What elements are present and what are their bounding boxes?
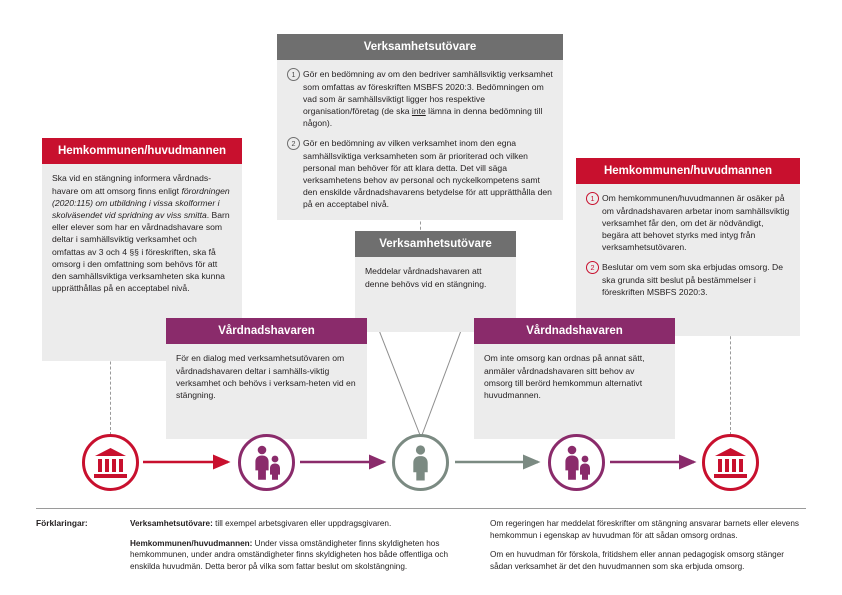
card-header-hemkommunen-left: Hemkommunen/huvudmannen (42, 138, 242, 164)
footer-definition: Under vissa omständigheter finns skyldigheten hos hemkommunen, under andra omständigheter finns skyldigheten hos både offentliga och enskilda huvudmän. Detta beror på vilka som fattar beslut om skolstängning. (130, 538, 449, 571)
card-header-verksamhetsutovare-top: Verksamhetsutövare (277, 34, 563, 60)
footer-divider (36, 508, 806, 509)
list-item (287, 68, 553, 129)
footer-paragraph (130, 538, 460, 573)
card-body-verksamhetsutovare-top (277, 60, 563, 219)
list-number-badge: 2 (287, 137, 300, 150)
node-vardnadshavare-right[interactable] (548, 434, 605, 491)
card-hemkommunen-right (576, 158, 800, 336)
node-hemkommun-right[interactable] (702, 434, 759, 491)
node-hemkommun-left[interactable] (82, 434, 139, 491)
list-item (586, 261, 790, 298)
list-item-text: Om hemkommunen/huvudmannen är osäker på om vårdnadshavaren arbetar inom samhällsviktig verksamhet får den, om det är nödvändigt, begära att behovet styrks med intyg från verksamhetsutövaren. (602, 193, 790, 253)
card-body-hemkommunen-right (576, 184, 800, 336)
card-verksamhetsutovare-top (277, 34, 563, 220)
list-item-text: Beslutar om vem som ska erbjudas omsorg. De ska grunda sitt beslut på bestämmelser i föreskriften MSBFS 2020:3. (602, 262, 784, 297)
footer-label: Förklaringar: (36, 518, 88, 528)
card-vardnadshavaren-left (166, 318, 367, 439)
footer-definition: till exempel arbetsgivaren eller uppdragsgivaren. (212, 519, 392, 528)
parent-and-child-icon (551, 437, 602, 488)
list-item (287, 137, 553, 210)
card-text: För en dialog med verksamhetsutövaren om vårdnadshavaren deltar i samhälls-viktig verksamhet och behövs i verksam-heten vid en stängning. (176, 353, 356, 400)
footer-column-2 (490, 518, 806, 573)
list-item (586, 192, 790, 253)
node-vardnadshavare-left[interactable] (238, 434, 295, 491)
node-verksamhetsutovare-center[interactable] (392, 434, 449, 491)
card-header-hemkommunen-right: Hemkommunen/huvudmannen (576, 158, 800, 184)
list-item-text: Gör en bedömning av vilken verksamhet inom den egna samhällsviktiga verksamheten som är prioriterad och vilken personal man behöver för att klara detta. Det vill säga verksamhetens behov av personal och nyckelkompetens samt den enskilde vårdnadshavarens betydelse för att upprätthålla den på en acceptabel nivå. (303, 138, 552, 210)
list-number-badge: 2 (586, 261, 599, 274)
card-header-vardnadshavaren-left: Vårdnadshavaren (166, 318, 367, 344)
list-number-badge: 1 (287, 68, 300, 81)
footer-term: Verksamhetsutövare: (130, 519, 213, 528)
footer-paragraph: Om en huvudman för förskola, fritidshem eller annan pedagogisk omsorg stänger sådan verksamhet är det den huvudmannen som ska erbjuda omsorg. (490, 550, 784, 571)
card-vardnadshavaren-right (474, 318, 675, 439)
card-body-vardnadshavaren-left (166, 344, 367, 439)
footer-column-1 (130, 518, 460, 573)
card-body-vardnadshavaren-right (474, 344, 675, 439)
card-text: Meddelar vårdnadshavaren att denne behövs vid en stängning. (365, 266, 487, 289)
footer-paragraph (130, 518, 460, 530)
card-header-vardnadshavaren-right: Vårdnadshavaren (474, 318, 675, 344)
bank-building-icon (705, 437, 756, 488)
numbered-list (586, 192, 790, 298)
card-header-verksamhetsutovare-mid: Verksamhetsutövare (355, 231, 516, 257)
card-text: Ska vid en stängning informera vårdnads-havare om att omsorg finns enligt förordningen (2020:115) om utbildning i vissa skolformer i skolväsendet vid spridning av viss smitta. Barn eller elever som har en vårdnadshavare som deltar i samhällsviktig verksamhet och omfattas av 3 och 4 §§ i föreskriften, ska få omsorg i den omfattning som behövs för att den samhällsviktiga verksamheten ska kunna upprätthållas på en acceptabel nivå. (52, 173, 230, 294)
list-item-text: Gör en bedömning av om den bedriver samhällsviktig verksamhet som omfattas av föreskriften MSBFS 2020:3. Bedömningen om vad som är samhällsviktigt ligger hos respektive organisation/företag (de ska inte lämna in denna bedömning till någon). (303, 69, 553, 129)
list-number-badge: 1 (586, 192, 599, 205)
bank-building-icon (85, 437, 136, 488)
parent-and-child-icon (241, 437, 292, 488)
card-text: Om inte omsorg kan ordnas på annat sätt, anmäler vårdnadshavaren sitt behov av omsorg till berörd hemkommun alternativt huvudmannen. (484, 353, 645, 400)
footer-paragraph: Om regeringen har meddelat föreskrifter om stängning ansvarar barnets eller elevens hemkommun i egenskap av huvudman för att sådan omsorg ordnas. (490, 519, 800, 540)
numbered-list (287, 68, 553, 210)
person-icon (395, 437, 446, 488)
footer-term: Hemkommunen/huvudmannen: (130, 538, 253, 548)
